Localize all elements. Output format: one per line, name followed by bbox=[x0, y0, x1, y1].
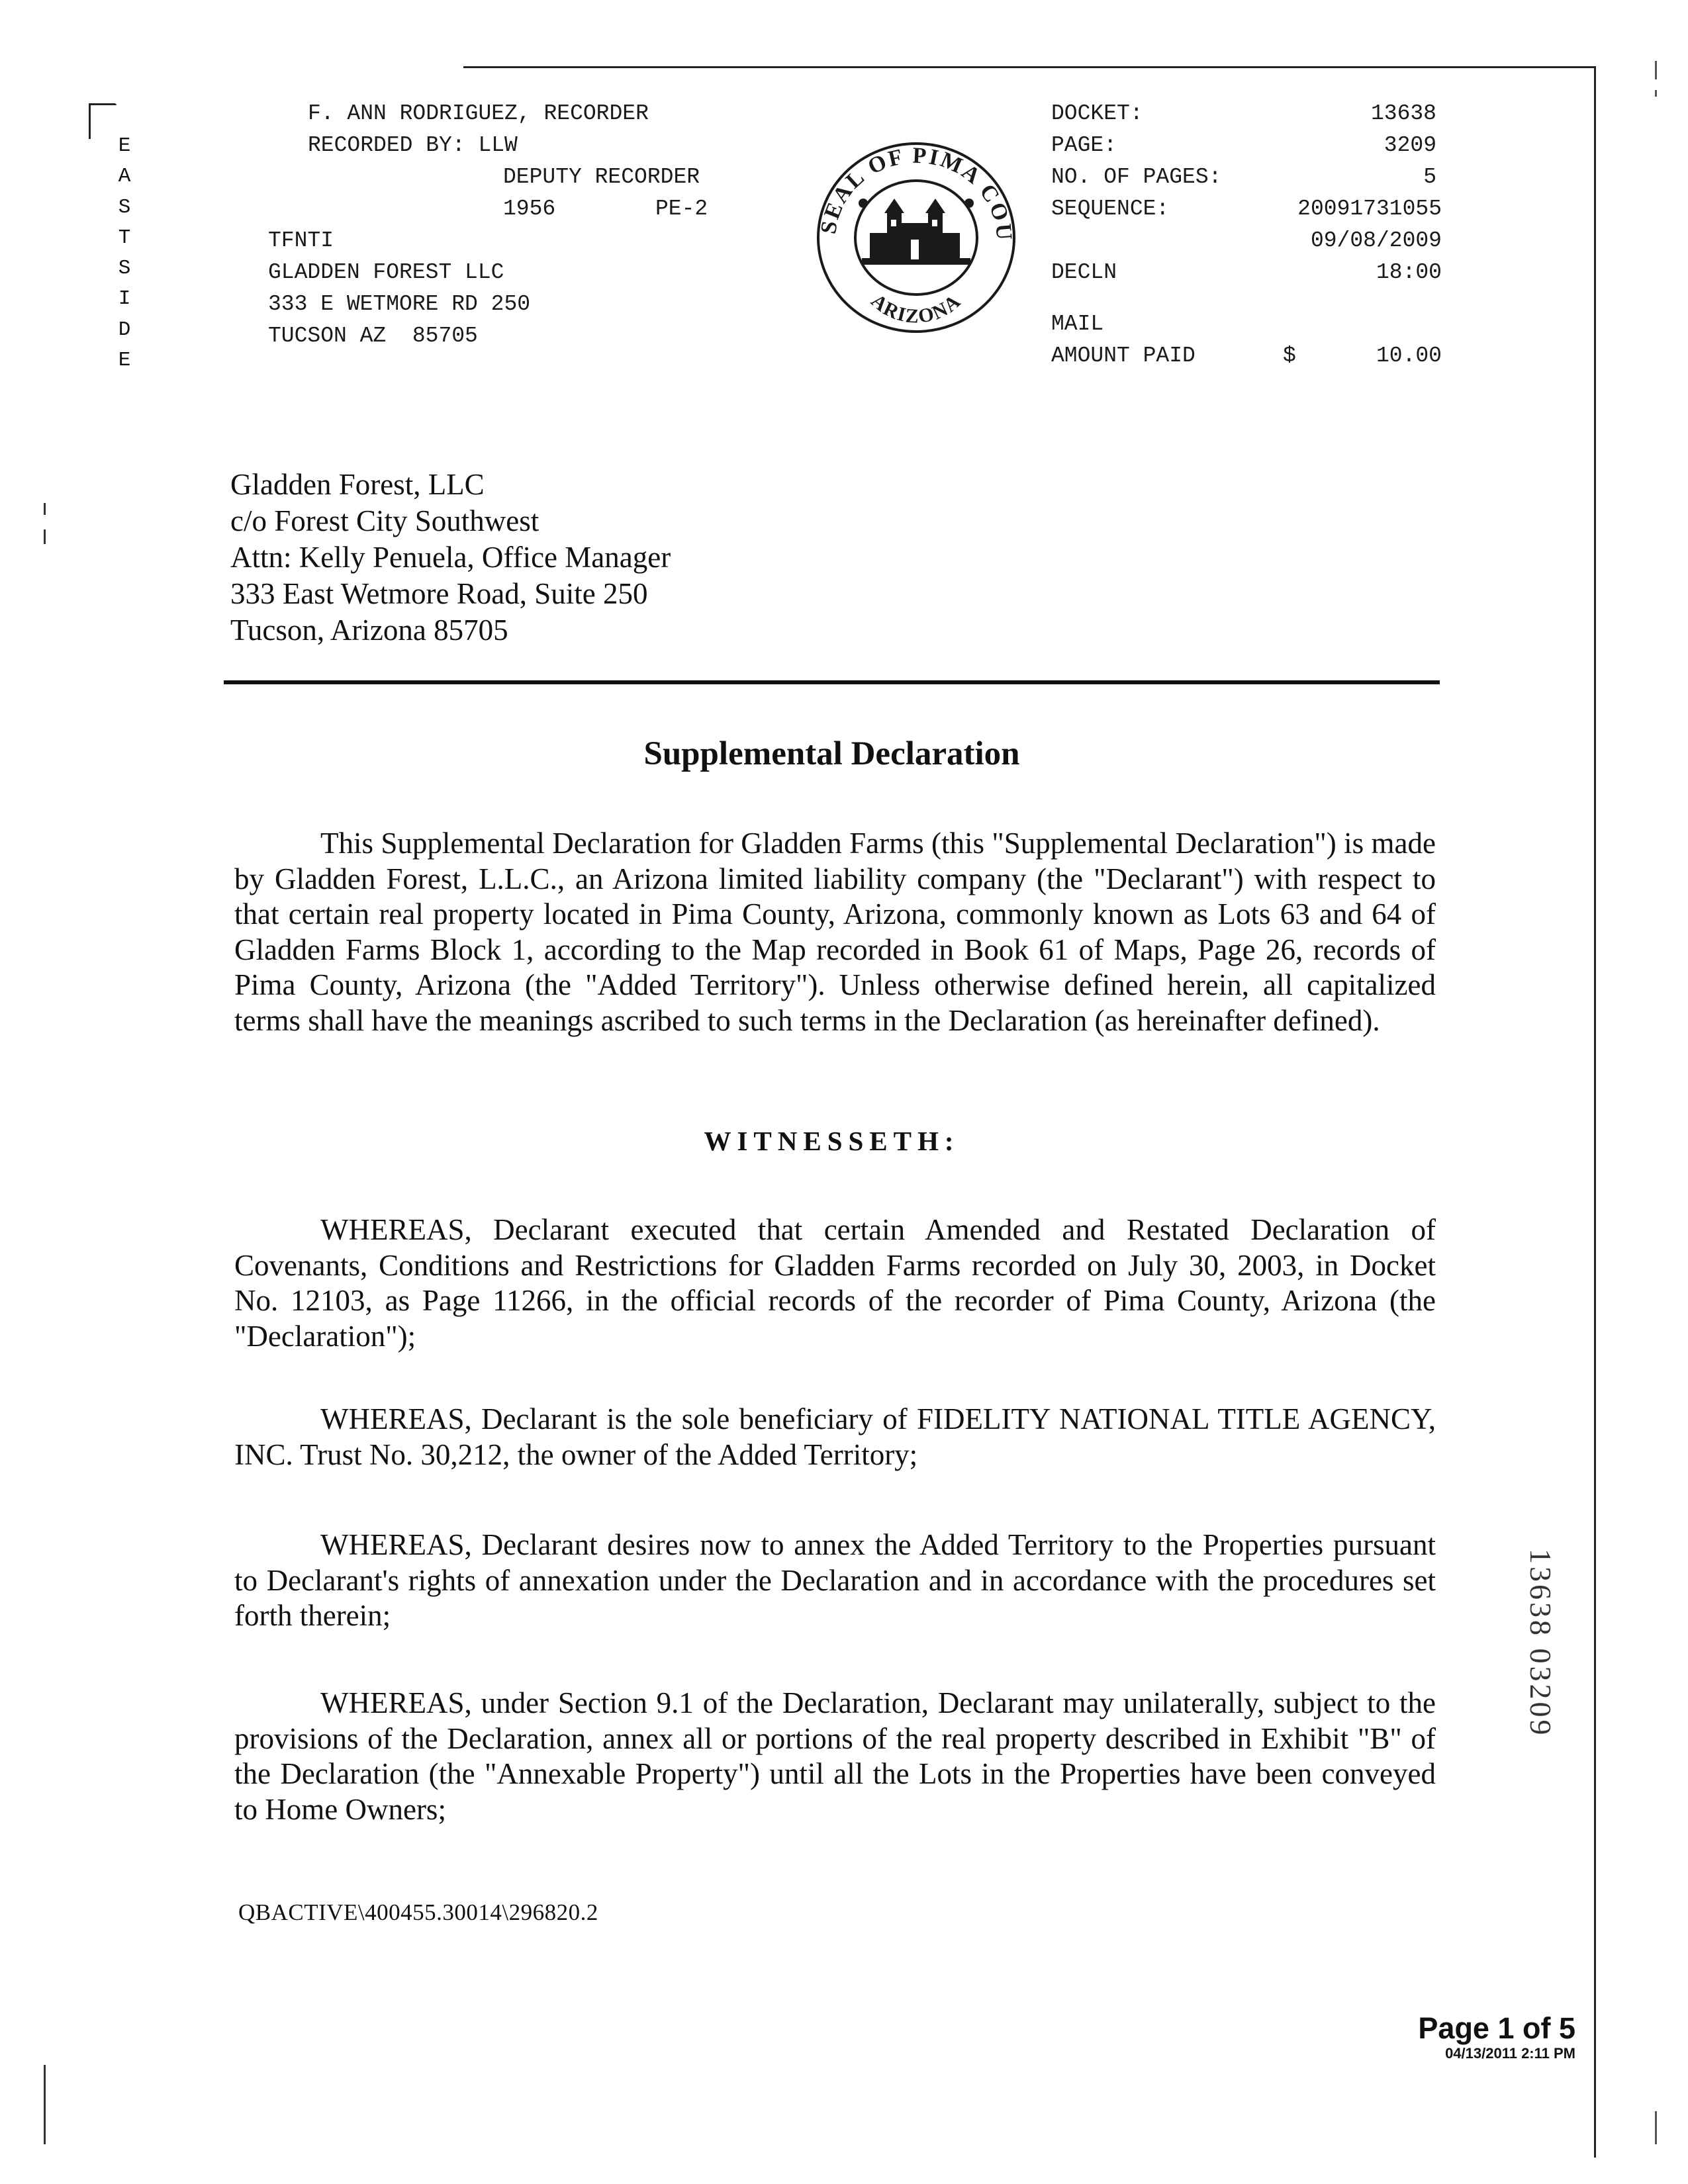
whereas-text: WHEREAS, Declarant executed that certain Amended and Restated Declaration of Covenants, Conditions and Restrictions for Gladden Farms recorded on July 30, 2003, in Docket No. 12103, as Page 11266, in the official records of the recorder of Pima County, Arizona (the "Declaration"); bbox=[234, 1213, 1436, 1353]
scan-corner-mark-top bbox=[89, 103, 117, 105]
page-number-label: Page 1 of 5 bbox=[1418, 2011, 1575, 2045]
amount-row bbox=[1051, 340, 1442, 372]
whereas-paragraph bbox=[234, 1527, 1436, 1634]
whereas-text: WHEREAS, under Section 9.1 of the Declaration, Declarant may unilaterally, subject to the provisions of the Declaration, annex all or portions of the real property described in Exhibit "B" of the Declaration (the "Annexable Property") until all the Lots in the Properties have been conveyed to Home Owners; bbox=[234, 1686, 1436, 1826]
intro-text: This Supplemental Declaration for Gladden Farms (this "Supplemental Declaration") is made by Gladden Forest, L.L.C., an Arizona limited liability company (the "Declarant") with respect to that certain real property located in Pima County, Arizona, commonly known as Lots 63 and 64 of Gladden Farms Block 1, according to the Map recorded in Book 61 of Maps, Page 26, records of Pima County, Arizona (the "Added Territory"). Unless otherwise defined herein, all capitalized terms shall have the meanings ascribed to such terms in the Declaration (as hereinafter defined). bbox=[234, 827, 1436, 1037]
addressee-company: GLADDEN FOREST LLC bbox=[268, 260, 504, 285]
address-line: Tucson, Arizona 85705 bbox=[230, 614, 508, 647]
document-title: Supplemental Declaration bbox=[643, 735, 1020, 772]
scan-right-tick bbox=[1655, 61, 1657, 79]
eastside-letter: T bbox=[118, 226, 131, 250]
eastside-letter: S bbox=[118, 195, 131, 219]
scan-right-tick bbox=[1655, 90, 1657, 97]
addressee-city: TUCSON AZ 85705 bbox=[268, 324, 478, 348]
eastside-letter: E bbox=[118, 134, 131, 158]
eastside-stamp bbox=[111, 131, 138, 376]
seal-graphic bbox=[816, 140, 1017, 335]
addressee-street: 333 E WETMORE RD 250 bbox=[268, 292, 531, 316]
scan-left-tick bbox=[44, 529, 46, 544]
page-row bbox=[1051, 130, 1442, 161]
intro-paragraph bbox=[234, 826, 1436, 1038]
eastside-letter: D bbox=[118, 318, 131, 341]
address-line: Attn: Kelly Penuela, Office Manager bbox=[230, 541, 671, 574]
address-line: c/o Forest City Southwest bbox=[230, 504, 539, 537]
whereas-paragraph bbox=[234, 1686, 1436, 1827]
declin-row bbox=[1051, 257, 1442, 289]
num-pages-row bbox=[1051, 161, 1442, 193]
mail-row bbox=[1051, 308, 1442, 340]
num-pages-value: 5 bbox=[1423, 165, 1436, 189]
eastside-letter: I bbox=[118, 287, 131, 311]
document-id: QBACTIVE\400455.30014\296820.2 bbox=[238, 1899, 598, 1925]
address-line: Gladden Forest, LLC bbox=[230, 468, 485, 501]
eastside-letter: S bbox=[118, 257, 131, 281]
recorded-by: RECORDED BY: LLW bbox=[308, 133, 518, 158]
scan-left-tick bbox=[44, 503, 46, 515]
num-pages-label: NO. OF PAGES: bbox=[1051, 165, 1222, 189]
page-value: 3209 bbox=[1383, 133, 1436, 158]
recording-time: 18:00 bbox=[1376, 260, 1442, 285]
whereas-paragraph bbox=[234, 1402, 1436, 1473]
scan-right-border bbox=[1594, 66, 1596, 2158]
mail-label: MAIL bbox=[1051, 312, 1104, 336]
seal-top-text: SEAL OF PIMA COU bbox=[816, 143, 1017, 244]
whereas-paragraph bbox=[234, 1212, 1436, 1354]
sequence-value: 20091731055 bbox=[1297, 197, 1442, 221]
amount-label: AMOUNT PAID bbox=[1051, 343, 1196, 368]
pima-county-seal bbox=[816, 140, 1017, 335]
sequence-label: SEQUENCE: bbox=[1051, 197, 1170, 221]
scan-right-tick bbox=[1655, 2111, 1657, 2144]
print-timestamp: 04/13/2011 2:11 PM bbox=[1445, 2045, 1575, 2062]
whereas-text: WHEREAS, Declarant is the sole beneficiary of FIDELITY NATIONAL TITLE AGENCY, INC. Trust No. 30,212, the owner of the Added Territory; bbox=[234, 1402, 1436, 1471]
side-docket-stamp bbox=[1519, 1549, 1558, 1800]
scan-top-border bbox=[463, 66, 1595, 68]
date-row bbox=[1051, 225, 1442, 257]
return-address bbox=[230, 467, 671, 649]
addressee-code: TFNTI bbox=[268, 228, 334, 253]
amount-value: 10.00 bbox=[1376, 343, 1442, 368]
header-divider bbox=[224, 680, 1440, 684]
docket-label: DOCKET: bbox=[1051, 101, 1143, 126]
recording-date: 09/08/2009 bbox=[1310, 228, 1442, 253]
recorder-code-left: 1956 bbox=[503, 197, 556, 221]
seal-bottom-text: ARIZONA bbox=[867, 289, 966, 328]
page-info bbox=[1397, 2012, 1575, 2062]
address-line: 333 East Wetmore Road, Suite 250 bbox=[230, 577, 648, 610]
eastside-letter: E bbox=[118, 349, 131, 373]
page-label: PAGE: bbox=[1051, 133, 1117, 158]
whereas-text: WHEREAS, Declarant desires now to annex the Added Territory to the Properties pursuant to Declarant's rights of annexation under the Declaration and in accordance with the procedures set forth therein; bbox=[234, 1528, 1436, 1632]
docket-row bbox=[1051, 98, 1442, 130]
declin-label: DECLN bbox=[1051, 260, 1117, 285]
eastside-letter: A bbox=[118, 165, 131, 189]
deputy-recorder: DEPUTY RECORDER bbox=[503, 165, 700, 189]
sequence-row bbox=[1051, 193, 1442, 225]
recorder-code-right: PE-2 bbox=[655, 197, 708, 221]
scan-left-edge bbox=[44, 2065, 46, 2144]
scan-corner-mark bbox=[89, 105, 91, 139]
recorder-name: F. ANN RODRIGUEZ, RECORDER bbox=[308, 101, 649, 126]
side-stamp-number: 13638 03209 bbox=[1524, 1549, 1558, 1738]
amount-currency: $ bbox=[1283, 343, 1296, 368]
witnesseth-heading: WITNESSETH: bbox=[704, 1126, 960, 1156]
docket-value: 13638 bbox=[1370, 101, 1436, 126]
